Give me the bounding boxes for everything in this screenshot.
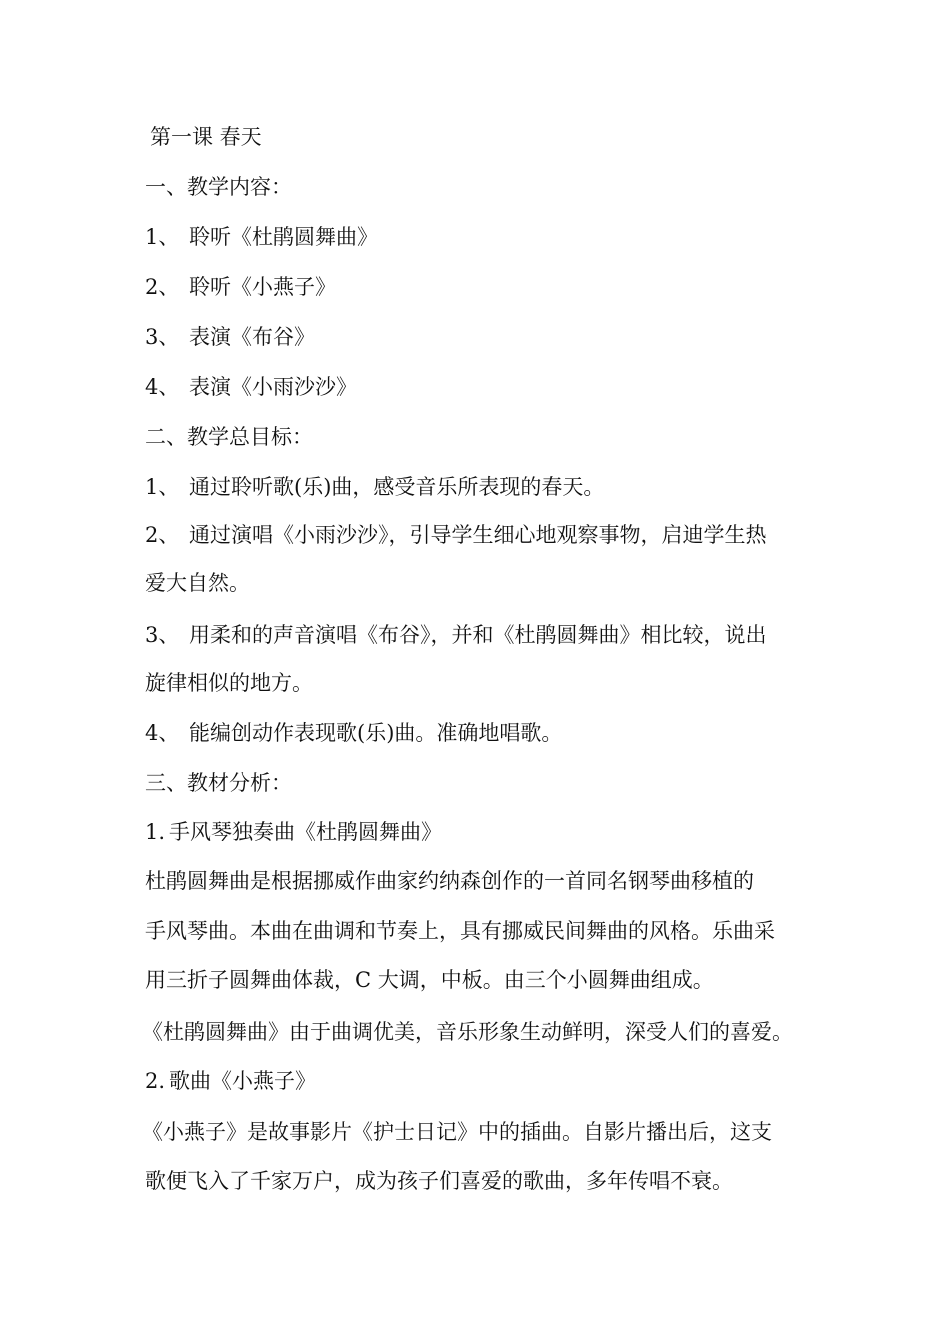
paragraph-line: 《小燕子》是故事影片《护士日记》中的插曲。自影片播出后，这支: [142, 1120, 772, 1144]
content-item-3: [145, 322, 315, 352]
item-text: 通过演唱《小雨沙沙》，引导学生细心地观察事物，启迪学生热: [189, 523, 767, 547]
item-number: 2、: [145, 275, 180, 299]
item-number: 3、: [145, 623, 180, 647]
subsection-1-title: [145, 817, 442, 847]
item-number: 2、: [145, 523, 180, 547]
paragraph-line: 杜鹃圆舞曲是根据挪威作曲家约纳森创作的一首同名钢琴曲移植的: [145, 869, 754, 893]
paragraph-line: 歌便飞入了千家万户，成为孩子们喜爱的歌曲，多年传唱不衰。: [145, 1169, 733, 1193]
content-item-4: [145, 372, 357, 402]
content-item-1: [145, 222, 378, 252]
section-heading-content: 一、教学内容：: [145, 175, 292, 199]
section-heading-analysis: 三、教材分析：: [145, 771, 292, 795]
subsection-number: 1.: [145, 820, 166, 844]
section-heading-goals: 二、教学总目标：: [145, 425, 313, 449]
item-number: 1、: [145, 225, 180, 249]
item-text: 通过聆听歌(乐)曲，感受音乐所表现的春天。: [189, 475, 605, 499]
goal-item-3: [145, 620, 767, 650]
item-text: 聆听《小燕子》: [189, 275, 336, 299]
lesson-title: 第一课 春天: [150, 125, 262, 149]
subsection-title: 手风琴独奏曲《杜鹃圆舞曲》: [169, 820, 442, 844]
item-text: 能编创动作表现歌(乐)曲。准确地唱歌。: [189, 721, 563, 745]
item-number: 4、: [145, 375, 180, 399]
item-text: 表演《小雨沙沙》: [189, 375, 357, 399]
goal-item-2-continued: 爱大自然。: [145, 571, 250, 595]
paragraph-line: 《杜鹃圆舞曲》由于曲调优美，音乐形象生动鲜明，深受人们的喜爱。: [142, 1020, 793, 1044]
paragraph-line: 用三折子圆舞曲体裁，C 大调，中板。由三个小圆舞曲组成。: [145, 968, 714, 992]
item-text: 聆听《杜鹃圆舞曲》: [189, 225, 378, 249]
paragraph-line: 手风琴曲。本曲在曲调和节奏上，具有挪威民间舞曲的风格。乐曲采: [145, 919, 775, 943]
item-text: 表演《布谷》: [189, 325, 315, 349]
goal-item-2: [145, 520, 767, 550]
item-number: 4、: [145, 721, 180, 745]
goal-item-3-continued: 旋律相似的地方。: [145, 671, 313, 695]
item-text: 用柔和的声音演唱《布谷》，并和《杜鹃圆舞曲》相比较，说出: [189, 623, 767, 647]
subsection-title: 歌曲《小燕子》: [169, 1069, 316, 1093]
goal-item-1: [145, 472, 604, 502]
content-item-2: [145, 272, 336, 302]
goal-item-4: [145, 718, 562, 748]
item-number: 3、: [145, 325, 180, 349]
subsection-2-title: [145, 1066, 316, 1096]
item-number: 1、: [145, 475, 180, 499]
subsection-number: 2.: [145, 1069, 166, 1093]
